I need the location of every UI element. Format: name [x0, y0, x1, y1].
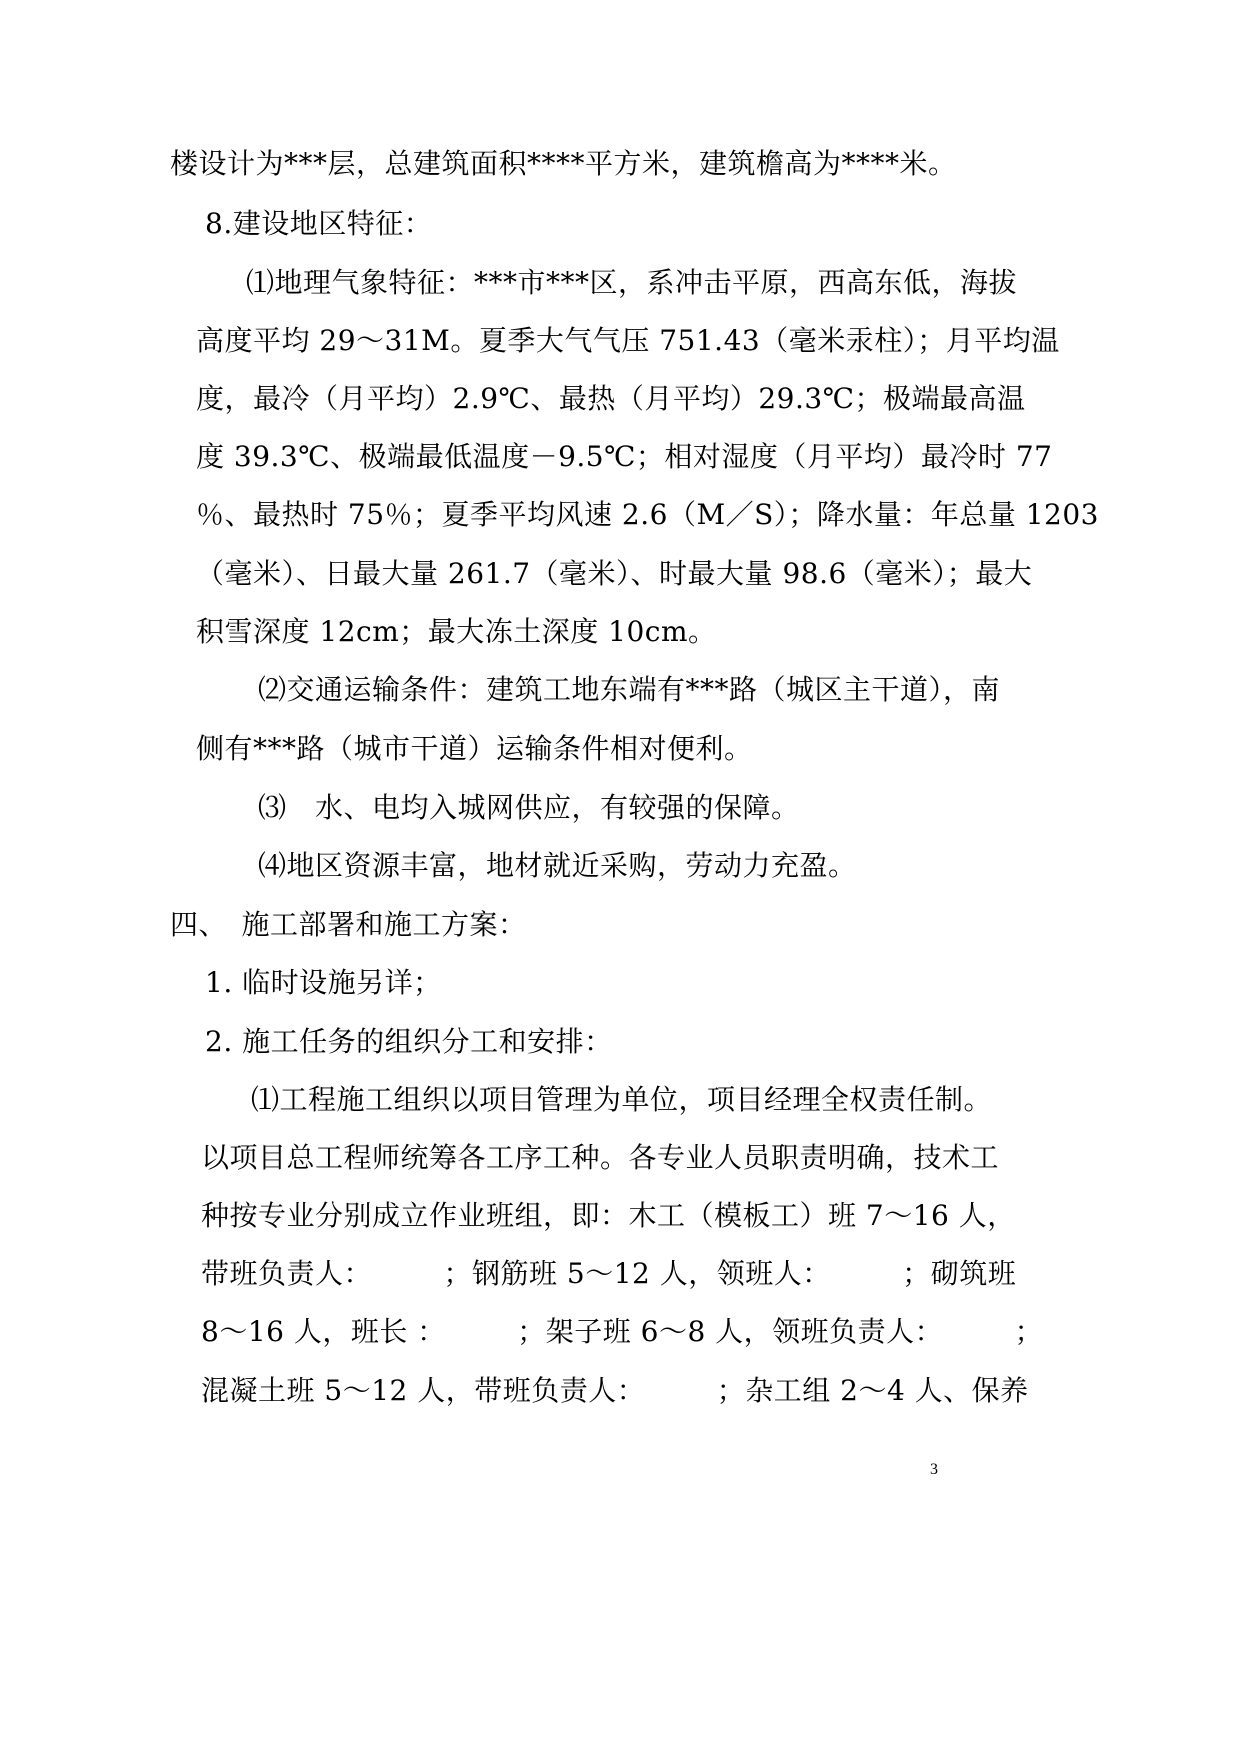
text-line: 高度平均 29～31M。夏季大气气压 751.43（毫米汞柱）；月平均温	[196, 324, 1060, 357]
page-number: 3	[930, 1461, 938, 1478]
text-line: ⑵交通运输条件：建筑工地东端有***路（城区主干道），南	[258, 673, 1001, 706]
text-line: 种按专业分别成立作业班组，即：木工（模板工）班 7～16 人，	[201, 1199, 1016, 1232]
text-line: 度，最冷（月平均）2.9℃、最热（月平均）29.3℃；极端最高温	[196, 382, 1026, 415]
text-line: ⑴地理气象特征：***市***区，系冲击平原，西高东低，海拔	[246, 266, 1018, 299]
text-line: 8～16 人，班长 ： ；架子班 6～8 人，领班负责人： ；	[201, 1315, 1044, 1348]
text-line: ⑶ 水、电均入城网供应，有较强的保障。	[258, 791, 800, 824]
text-line: ⑴工程施工组织以项目管理为单位，项目经理全权责任制。	[251, 1083, 993, 1116]
text-line: ％、最热时 75％；夏季平均风速 2.6（M／S）；降水量：年总量 1203	[196, 498, 1099, 531]
text-line: 度 39.3℃、极端最低温度－9.5℃；相对湿度（月平均）最冷时 77	[196, 440, 1053, 473]
text-line: ⑷地区资源丰富，地材就近采购，劳动力充盈。	[258, 849, 857, 882]
text-line: 混凝土班 5～12 人，带班负责人： ；杂工组 2～4 人、保养	[201, 1374, 1029, 1407]
text-line: 以项目总工程师统筹各工序工种。各专业人员职责明确，技术工	[201, 1141, 1000, 1174]
text-line: 带班负责人： ；钢筋班 5～12 人，领班人： ；砌筑班	[201, 1257, 1017, 1290]
section-heading: 四、 施工部署和施工方案：	[170, 908, 527, 941]
text-line: 8.建设地区特征：	[205, 207, 433, 240]
text-line: （毫米）、日最大量 261.7（毫米）、时最大量 98.6（毫米）；最大	[196, 557, 1033, 590]
text-line: 侧有***路（城市干道）运输条件相对便利。	[196, 732, 753, 765]
text-line: 2. 施工任务的组织分工和安排：	[205, 1025, 613, 1058]
text-line: 楼设计为***层，总建筑面积****平方米，建筑檐高为****米。	[170, 147, 957, 180]
text-line: 积雪深度 12cm；最大冻土深度 10cm。	[196, 615, 717, 648]
text-line: 1. 临时设施另详；	[205, 966, 442, 999]
